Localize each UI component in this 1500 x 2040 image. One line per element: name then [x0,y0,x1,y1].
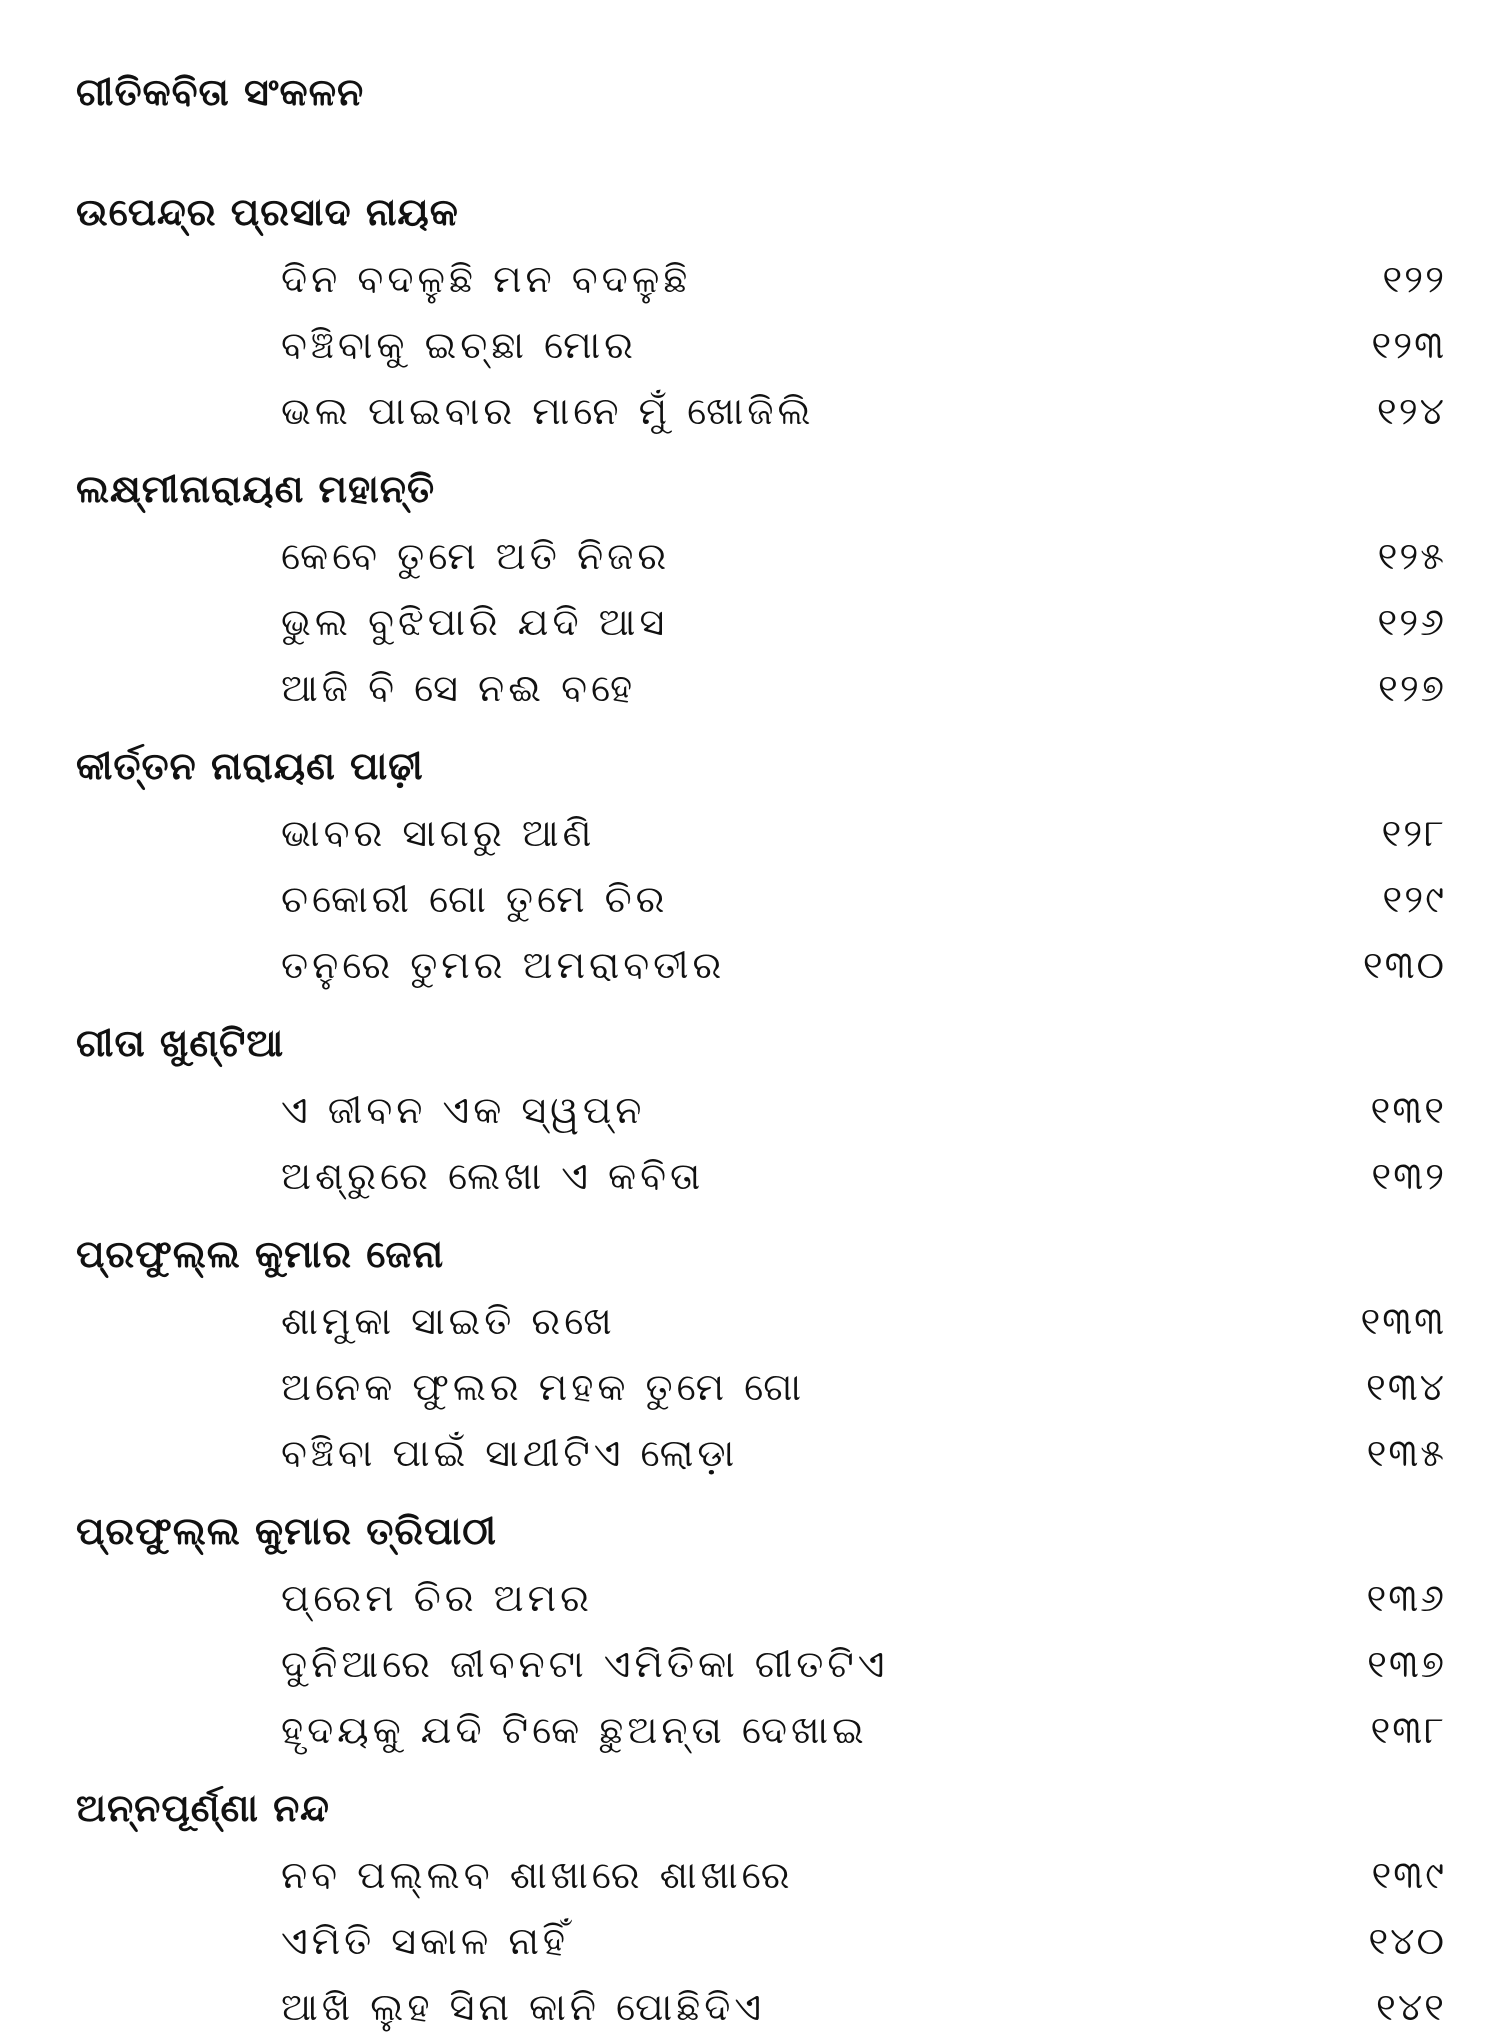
page-number: ୧୩୪ [1365,1365,1446,1409]
author-heading: ଲକ୍ଷ୍ମୀନାରାୟଣ ମହାନ୍ତି [76,467,436,511]
toc-entry [76,932,1446,998]
page-title: ଗୀତିକବିତା ସଂକଳନ [76,70,365,114]
poem-title: ଆଖି ଲୁହ ସିନା କାନି ପୋଛିଦିଏ [281,1985,766,2029]
author-heading: ପ୍ରଫୁଲ୍ଲ କୁମାର ତ୍ରିପାଠୀ [76,1509,497,1553]
page-number: ୧୨୪ [1376,389,1446,433]
page-number: ୧୩୯ [1371,1853,1446,1897]
page-number: ୧୩୭ [1367,1642,1446,1686]
toc-section [76,1009,1446,1209]
page-number: ୧୩୦ [1362,943,1446,987]
toc-entry [76,1143,1446,1209]
author-heading: ଅନ୍ନପୂର୍ଣ୍ଣା ନନ୍ଦ [76,1786,330,1830]
page-number: ୧୩୩ [1360,1299,1446,1343]
page-number: ୧୨୨ [1382,257,1446,301]
page-number: ୧୨୬ [1377,600,1446,644]
toc-section [76,178,1446,444]
author-heading: ଗୀତା ଖୁଣ୍ଟିଆ [76,1021,285,1065]
toc-entry [76,1288,1446,1354]
toc-entry [76,1697,1446,1763]
poem-title: ଚକୋରୀ ଗୋ ତୁମେ ଚିର [281,877,669,921]
table-of-contents [76,178,1446,2040]
toc-entry [76,1565,1446,1631]
toc-entry [76,1077,1446,1143]
toc-entry [76,1354,1446,1420]
toc-entry [76,1631,1446,1697]
page-number: ୧୩୧ [1370,1088,1446,1132]
toc-section [76,1220,1446,1486]
toc-entry [76,1974,1446,2040]
toc-section [76,1774,1446,2040]
page-number: ୧୩୫ [1366,1431,1446,1475]
page-number: ୧୪୧ [1376,1985,1446,2029]
poem-title: ଭଲ ପାଇବାର ମାନେ ମୁଁ ଖୋଜିଲି [281,389,815,433]
toc-section [76,455,1446,721]
page-number: ୧୨୩ [1371,323,1446,367]
poem-title: ଆଜି ବି ସେ ନଈ ବହେ [281,666,637,710]
toc-entry [76,378,1446,444]
page-number: ୧୪୦ [1368,1919,1446,1963]
page-number: ୧୨୭ [1378,666,1446,710]
toc-entry [76,589,1446,655]
toc-entry [76,1420,1446,1486]
toc-entry [76,1842,1446,1908]
poem-title: ହୃଦୟକୁ ଯଦି ଟିକେ ଛୁଅନ୍ତା ଦେଖାଇ [281,1708,868,1752]
toc-entry [76,866,1446,932]
poem-title: ବଞ୍ଚିବାକୁ ଇଚ୍ଛା ମୋର [281,323,637,367]
toc-entry [76,1908,1446,1974]
author-heading: ଉପେନ୍ଦ୍ର ପ୍ରସାଦ ନାୟକ [76,190,459,234]
poem-title: ଭାବର ସାଗରୁ ଆଣି [281,811,596,855]
page-number: ୧୩୮ [1370,1708,1446,1752]
page-number: ୧୩୬ [1366,1576,1446,1620]
poem-title: ଶାମୁକା ସାଇତି ରଖେ [281,1299,616,1343]
page-number: ୧୨୯ [1382,877,1446,921]
poem-title: ଏ ଜୀବନ ଏକ ସ୍ୱପ୍ନ [281,1088,646,1132]
poem-title: ଭୁଲ ବୁଝିପାରି ଯଦି ଆସ [281,600,669,644]
poem-title: ଦିନ ବଦଳୁଛି ମନ ବଦଳୁଛି [281,257,692,301]
poem-title: ତନୁରେ ତୁମର ଅମରାବତୀର [281,943,726,987]
poem-title: ବଞ୍ଚିବା ପାଇଁ ସାଥୀଟିଏ ଲୋଡ଼ା [281,1431,739,1475]
poem-title: ପ୍ରେମ ଚିର ଅମର [281,1576,593,1620]
poem-title: ଦୁନିଆରେ ଜୀବନଟା ଏମିତିକା ଗୀତଟିଏ [281,1642,889,1686]
page-number: ୧୨୮ [1381,811,1446,855]
toc-entry [76,246,1446,312]
toc-entry [76,655,1446,721]
toc-entry [76,523,1446,589]
author-heading: ପ୍ରଫୁଲ୍ଲ କୁମାର ଜେନା [76,1232,445,1276]
toc-section [76,732,1446,998]
toc-section [76,1497,1446,1763]
poem-title: ଅନେକ ଫୁଲର ମହକ ତୁମେ ଗୋ [281,1365,806,1409]
author-heading: କୀର୍ତ୍ତନ ନାରାୟଣ ପାଢ଼ୀ [76,744,424,788]
page-number: ୧୩୨ [1371,1154,1446,1198]
toc-entry [76,312,1446,378]
poem-title: କେବେ ତୁମେ ଅତି ନିଜର [281,534,671,578]
page-number: ୧୨୫ [1377,534,1446,578]
poem-title: ଅଶ୍ରୁରେ ଲେଖା ଏ କବିତା [281,1154,705,1198]
poem-title: ଏମିତି ସକାଳ ନାହିଁ [281,1919,570,1963]
toc-entry [76,800,1446,866]
poem-title: ନବ ପଲ୍ଲବ ଶାଖାରେ ଶାଖାରେ [281,1853,794,1897]
